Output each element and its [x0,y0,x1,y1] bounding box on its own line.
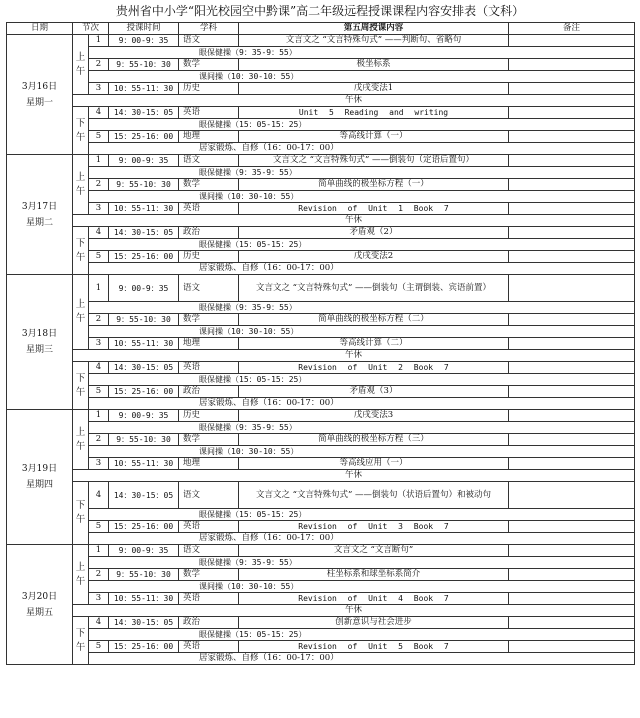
day-weekday: 星期三 [25,345,53,355]
day-date: 3月20日 [21,591,58,602]
table-row [7,362,635,374]
period-number: 5 [89,521,109,533]
class-remarks [509,617,635,629]
class-content: 简单曲线的极坐标方程（二） [239,314,509,326]
class-content: 文言文之 “文言断句” [239,545,509,557]
class-time: 14：30-15：05 [109,362,179,374]
period-number: 2 [89,314,109,326]
eye-exercise: 眼保健操（9：35-9：55） [89,302,635,314]
table-row [7,458,635,470]
home-study: 居家锻炼、自修（16：00-17：00） [89,653,635,665]
class-content: Unit 5 Reading and writing [239,107,509,119]
class-remarks [509,131,635,143]
session-afternoon: 下午 [73,107,89,155]
class-subject: 语文 [179,482,239,509]
table-row [7,434,635,446]
class-subject: 历史 [179,251,239,263]
day-date: 3月16日 [21,81,58,92]
day-date: 3月19日 [21,464,58,474]
class-remarks [509,251,635,263]
session-afternoon: 下午 [73,227,89,275]
class-remarks [509,227,635,239]
table-row [7,47,635,59]
class-subject: 英语 [179,362,239,374]
table-row [7,143,635,155]
class-remarks [509,59,635,71]
document-title: 贵州省中小学“阳光校园空中黔课”高二年级远程授课课程内容安排表（文科） [115,4,525,18]
period-number: 2 [89,434,109,446]
class-remarks [509,362,635,374]
recess-exercise: 课间操（10：30-10：55） [89,71,635,83]
table-row [7,59,635,71]
class-content: 戊戌变法3 [239,410,509,422]
header-subject: 学科 [179,23,239,35]
class-subject: 数学 [179,59,239,71]
class-content: Revision of Unit 3 Book 7 [239,521,509,533]
table-row [7,179,635,191]
session-morning: 上午 [73,545,89,605]
table-row [7,482,635,509]
class-subject: 英语 [179,641,239,653]
day-date-cell [7,155,73,275]
period-number: 5 [89,131,109,143]
day-weekday: 星期一 [25,97,53,108]
table-row [7,338,635,350]
eye-exercise: 眼保健操（15：05-15：25） [89,374,635,386]
class-content: Revision of Unit 5 Book 7 [239,641,509,653]
class-time: 15：25-16：00 [109,386,179,398]
class-content: 戊戌变法2 [239,251,509,263]
period-number: 1 [89,545,109,557]
day-date-cell [7,35,73,155]
class-time: 9：55-10：30 [109,179,179,191]
schedule-body [7,35,635,665]
class-remarks [509,593,635,605]
table-row [7,215,635,227]
day-date-cell [7,545,73,665]
class-time: 9：55-10：30 [109,569,179,581]
class-time: 14：30-15：05 [109,107,179,119]
class-time: 9：00-9：35 [109,35,179,47]
table-row [7,641,635,653]
class-subject: 英语 [179,521,239,533]
period-number: 4 [89,362,109,374]
table-row [7,227,635,239]
period-number: 1 [89,155,109,167]
period-number: 5 [89,641,109,653]
recess-exercise: 课间操（10：30-10：55） [89,191,635,203]
header-time: 授课时间 [109,23,179,35]
table-row [7,557,635,569]
class-time: 9：00-9：35 [109,275,179,302]
class-remarks [509,275,635,302]
class-remarks [509,482,635,509]
eye-exercise: 眼保健操（9：35-9：55） [89,47,635,59]
header-date: 日期 [7,23,73,35]
table-row [7,521,635,533]
table-row [7,95,635,107]
class-subject: 政治 [179,617,239,629]
lunch-break: 午休 [73,215,635,227]
period-number: 3 [89,203,109,215]
class-subject: 政治 [179,386,239,398]
class-subject: 语文 [179,545,239,557]
class-time: 15：25-16：00 [109,251,179,263]
header-row [7,23,635,35]
table-row [7,350,635,362]
class-content: 柱坐标系和球坐标系简介 [239,569,509,581]
session-afternoon: 下午 [73,617,89,665]
session-afternoon: 下午 [73,482,89,545]
class-content: 戊戌变法1 [239,83,509,95]
day-date: 3月17日 [21,201,58,212]
table-row [7,581,635,593]
class-subject: 英语 [179,203,239,215]
class-remarks [509,179,635,191]
period-number: 3 [89,593,109,605]
period-number: 1 [89,35,109,47]
class-time: 9：00-9：35 [109,545,179,557]
class-subject: 英语 [179,593,239,605]
class-content: 简单曲线的极坐标方程（三） [239,434,509,446]
class-remarks [509,107,635,119]
table-row [7,470,635,482]
class-content: Revision of Unit 2 Book 7 [239,362,509,374]
schedule-table [6,22,635,665]
recess-exercise: 课间操（10：30-10：55） [89,581,635,593]
class-content: 文言文之 “文言特殊句式” ——倒装句（主谓倒装、宾语前置） [239,275,509,302]
table-row [7,191,635,203]
class-time: 10：55-11：30 [109,593,179,605]
table-row [7,410,635,422]
eye-exercise: 眼保健操（9：35-9：55） [89,557,635,569]
session-morning: 上午 [73,35,89,95]
table-row [7,302,635,314]
table-row [7,374,635,386]
class-remarks [509,458,635,470]
class-content: 等高线应用（一） [239,458,509,470]
period-number: 4 [89,227,109,239]
period-number: 4 [89,107,109,119]
class-subject: 地理 [179,338,239,350]
table-row [7,398,635,410]
period-number: 2 [89,59,109,71]
class-remarks [509,410,635,422]
class-content: 矛盾观（2） [239,227,509,239]
table-row [7,251,635,263]
table-row [7,119,635,131]
table-row [7,35,635,47]
class-remarks [509,434,635,446]
table-row [7,593,635,605]
class-time: 10：55-11：30 [109,338,179,350]
class-remarks [509,641,635,653]
class-subject: 语文 [179,155,239,167]
class-content: 等高线计算（二） [239,338,509,350]
class-time: 15：25-16：00 [109,521,179,533]
schedule-sheet [6,22,635,665]
table-row [7,422,635,434]
class-remarks [509,155,635,167]
table-row [7,446,635,458]
header-content: 第五周授课内容 [239,23,509,35]
lunch-break: 午休 [73,605,635,617]
day-date-cell [7,275,73,410]
table-row [7,605,635,617]
class-time: 10：55-11：30 [109,203,179,215]
table-row [7,275,635,302]
class-time: 9：55-10：30 [109,59,179,71]
eye-exercise: 眼保健操（15：05-15：25） [89,239,635,251]
period-number: 3 [89,83,109,95]
class-remarks [509,203,635,215]
table-row [7,509,635,521]
class-subject: 数学 [179,434,239,446]
session-morning: 上午 [73,410,89,470]
home-study: 居家锻炼、自修（16：00-17：00） [89,398,635,410]
class-time: 10：55-11：30 [109,83,179,95]
session-afternoon: 下午 [73,362,89,410]
class-subject: 数学 [179,314,239,326]
class-time: 9：55-10：30 [109,314,179,326]
class-subject: 数学 [179,179,239,191]
lunch-break: 午休 [73,350,635,362]
class-remarks [509,314,635,326]
class-remarks [509,83,635,95]
header-period: 节次 [73,23,109,35]
class-remarks [509,569,635,581]
class-subject: 历史 [179,410,239,422]
class-content: 文言文之 “文言特殊句式” ——判断句、省略句 [239,35,509,47]
session-morning: 上午 [73,275,89,350]
class-remarks [509,35,635,47]
day-date: 3月18日 [21,329,58,339]
class-content: 矛盾观（3） [239,386,509,398]
class-content: Revision of Unit 4 Book 7 [239,593,509,605]
period-number: 4 [89,617,109,629]
table-row [7,314,635,326]
class-content: Revision of Unit 1 Book 7 [239,203,509,215]
class-time: 9：00-9：35 [109,155,179,167]
table-row [7,326,635,338]
eye-exercise: 眼保健操（9：35-9：55） [89,167,635,179]
class-subject: 数学 [179,569,239,581]
class-subject: 语文 [179,275,239,302]
table-row [7,155,635,167]
eye-exercise: 眼保健操（15：05-15：25） [89,509,635,521]
period-number: 3 [89,338,109,350]
recess-exercise: 课间操（10：30-10：55） [89,446,635,458]
day-weekday: 星期二 [25,217,53,228]
table-row [7,131,635,143]
table-row [7,83,635,95]
class-subject: 地理 [179,131,239,143]
home-study: 居家锻炼、自修（16：00-17：00） [89,263,635,275]
class-remarks [509,545,635,557]
class-remarks [509,521,635,533]
class-time: 9：00-9：35 [109,410,179,422]
table-row [7,545,635,557]
table-row [7,617,635,629]
class-subject: 政治 [179,227,239,239]
table-row [7,653,635,665]
eye-exercise: 眼保健操（9：35-9：55） [89,422,635,434]
class-remarks [509,338,635,350]
header-remarks: 备注 [509,23,635,35]
table-row [7,167,635,179]
day-weekday: 星期五 [25,607,53,618]
class-content: 极坐标系 [239,59,509,71]
table-row [7,107,635,119]
class-time: 9：55-10：30 [109,434,179,446]
table-row [7,263,635,275]
period-number: 5 [89,251,109,263]
table-row [7,71,635,83]
class-subject: 历史 [179,83,239,95]
period-number: 1 [89,410,109,422]
class-time: 14：30-15：05 [109,482,179,509]
class-subject: 语文 [179,35,239,47]
lunch-break: 午休 [73,95,635,107]
home-study: 居家锻炼、自修（16：00-17：00） [89,143,635,155]
class-content: 等高线计算（一） [239,131,509,143]
class-content: 文言文之 “文言特殊句式” ——倒装句（状语后置句）和被动句 [239,482,509,509]
class-content: 简单曲线的极坐标方程（一） [239,179,509,191]
class-time: 15：25-16：00 [109,641,179,653]
lunch-break: 午休 [73,470,635,482]
class-time: 14：30-15：05 [109,617,179,629]
period-number: 2 [89,569,109,581]
table-row [7,629,635,641]
class-subject: 英语 [179,107,239,119]
eye-exercise: 眼保健操（15：05-15：25） [89,119,635,131]
class-content: 文言文之 “文言特殊句式” ——倒装句（定语后置句） [239,155,509,167]
class-time: 15：25-16：00 [109,131,179,143]
session-morning: 上午 [73,155,89,215]
class-time: 10：55-11：30 [109,458,179,470]
table-row [7,569,635,581]
eye-exercise: 眼保健操（15：05-15：25） [89,629,635,641]
period-number: 3 [89,458,109,470]
day-weekday: 星期四 [25,480,53,490]
recess-exercise: 课间操（10：30-10：55） [89,326,635,338]
class-content: 创新意识与社会进步 [239,617,509,629]
table-row [7,239,635,251]
table-row [7,533,635,545]
period-number: 2 [89,179,109,191]
class-remarks [509,386,635,398]
table-row [7,386,635,398]
table-row [7,203,635,215]
day-date-cell [7,410,73,545]
class-time: 14：30-15：05 [109,227,179,239]
period-number: 1 [89,275,109,302]
class-subject: 地理 [179,458,239,470]
period-number: 5 [89,386,109,398]
home-study: 居家锻炼、自修（16：00-17：00） [89,533,635,545]
period-number: 4 [89,482,109,509]
